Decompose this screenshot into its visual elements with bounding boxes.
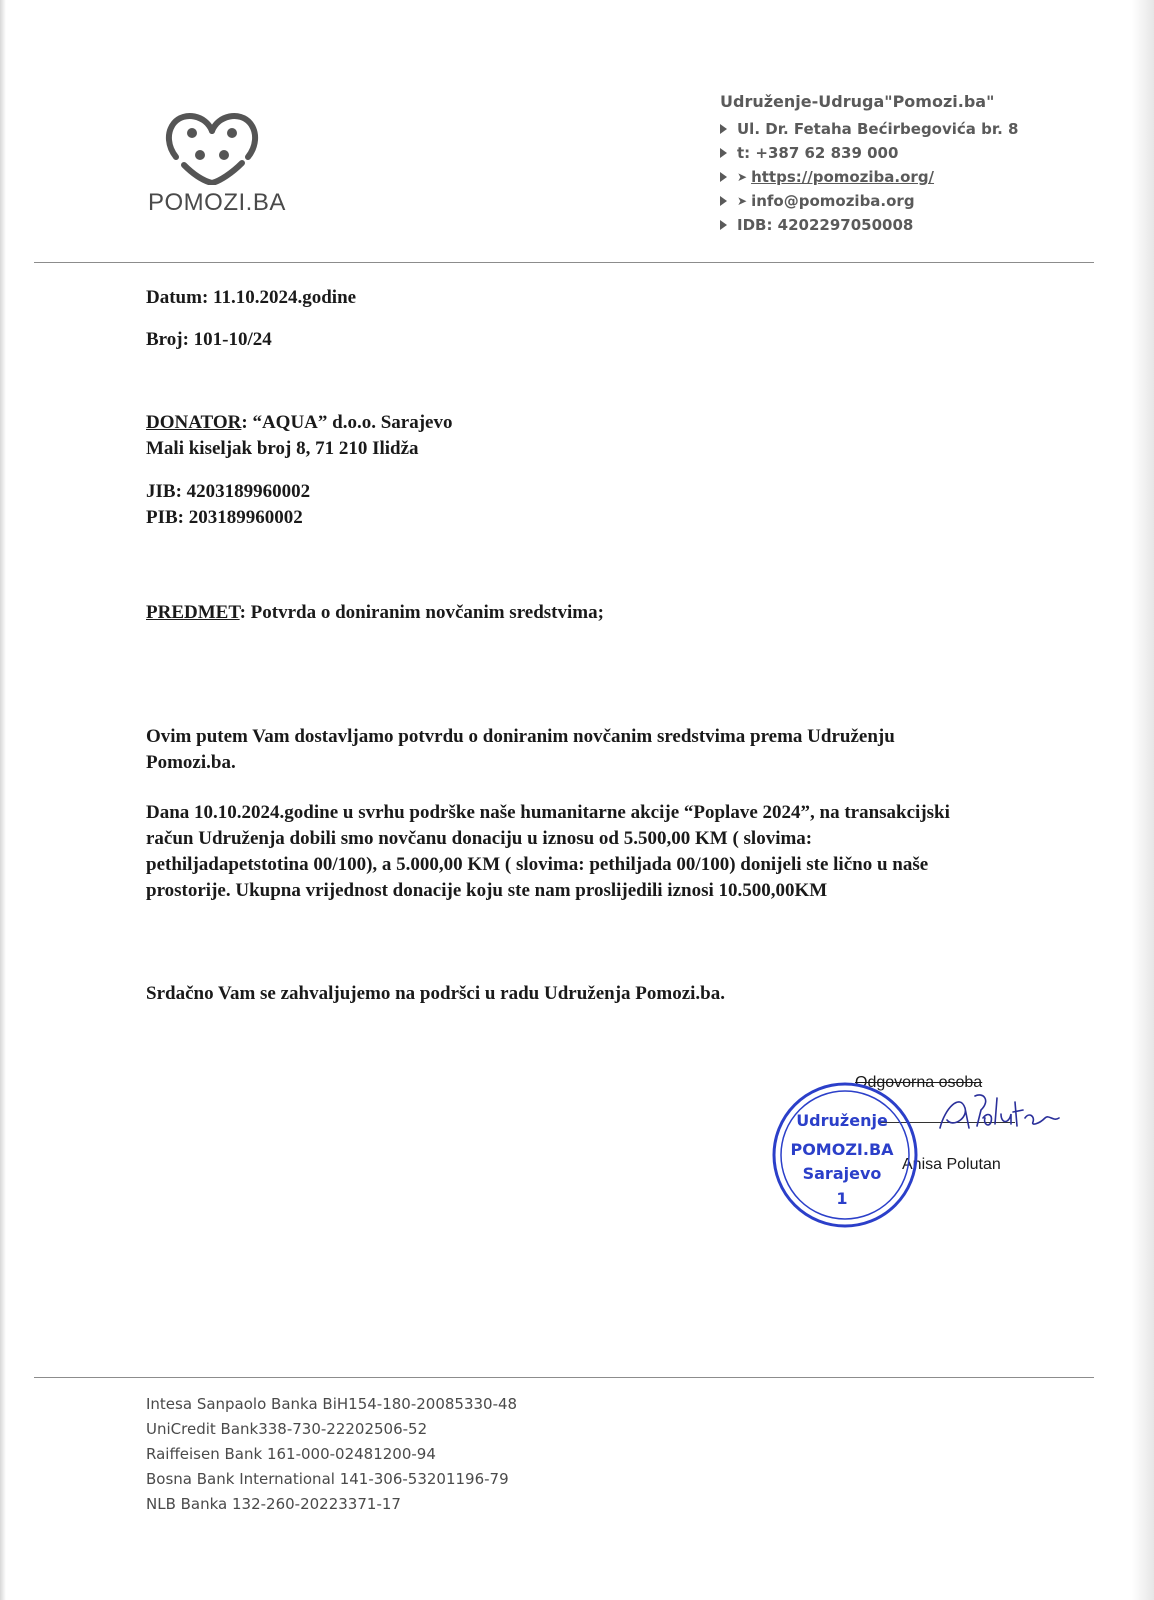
donor-name: : “AQUA” d.o.o. Sarajevo — [241, 412, 453, 433]
send-icon: ➤ — [737, 170, 748, 184]
stamp-text-line: POMOZI.BA — [790, 1140, 894, 1159]
bank-accounts-footer — [146, 1392, 517, 1517]
stamp-text-line: Udruženje — [796, 1111, 888, 1130]
bank-account-line: Bosna Bank International 141-306-53201196-79 — [146, 1470, 509, 1488]
organization-logo — [148, 105, 286, 217]
donor-address: Mali kiseljak broj 8, 71 210 Ilidža — [146, 438, 419, 459]
page-edge-shadow — [0, 0, 6, 1600]
bullet-triangle-icon — [720, 172, 727, 182]
bullet-triangle-icon — [720, 220, 727, 230]
stamp-text-line: Sarajevo — [802, 1164, 882, 1183]
idb-line — [720, 213, 1120, 237]
address-text: Ul. Dr. Fetaha Bećirbegovića br. 8 — [737, 120, 1019, 138]
donor-pib: PIB: 203189960002 — [146, 507, 303, 528]
heart-logo-icon — [162, 105, 262, 185]
header-divider — [34, 262, 1094, 263]
handwritten-signature — [935, 1088, 1065, 1138]
logo-text: POMOZI.BA — [148, 189, 286, 216]
paragraph-donation: Dana 10.10.2024.godine u svrhu podrške naše humanitarne akcije “Poplave 2024”, na transakcijski račun Udruženja dobili smo novčanu donaciju u iznosu od 5.500,00 KM ( slovima: pethiljadapetstotina 00/100), a 5.000,00 KM ( slovima: pethiljada 00/100) donijeli ste lično u naše prostorije. Ukupna vrijednost donacije koju ste nam proslijedili iznosi 10.500,00KM — [146, 802, 950, 901]
bank-account-line: NLB Banka 132-260-20223371-17 — [146, 1495, 401, 1513]
organization-name: Udruženje-Udruga"Pomozi.ba" — [720, 92, 995, 111]
donor-line — [146, 410, 452, 436]
subject-text: : Potvrda o doniranim novčanim sredstvima; — [239, 602, 604, 623]
email-link[interactable]: info@pomoziba.org — [751, 192, 915, 210]
email-line — [720, 189, 1120, 213]
donor-label: DONATOR — [146, 412, 242, 433]
bullet-triangle-icon — [720, 124, 727, 134]
organization-stamp — [770, 1080, 920, 1230]
letter-date: Datum: 11.10.2024.godine — [146, 287, 357, 308]
donor-jib: JIB: 4203189960002 — [146, 481, 311, 502]
website-link[interactable]: https://pomoziba.org/ — [751, 168, 935, 186]
footer-divider — [34, 1377, 1094, 1378]
bullet-triangle-icon — [720, 148, 727, 158]
subject-line — [146, 600, 604, 626]
signatory-name: Anisa Polutan — [902, 1156, 1001, 1173]
subject-label: PREDMET — [146, 602, 240, 623]
signature-role: Odgovorna osoba — [855, 1074, 983, 1091]
paragraph-intro: Ovim putem Vam dostavljamo potvrdu o doniranim novčanim sredstvima prema Udruženju Pomozi.ba. — [146, 726, 895, 773]
website-line — [720, 165, 1120, 189]
phone-text: t: +387 62 839 000 — [737, 144, 899, 162]
organization-contact-block — [720, 92, 1120, 237]
bullet-triangle-icon — [720, 196, 727, 206]
send-icon: ➤ — [737, 194, 748, 208]
address-line — [720, 117, 1120, 141]
closing-line: Srdačno Vam se zahvaljujemo na podršci u radu Udruženja Pomozi.ba. — [146, 983, 725, 1004]
bank-account-line: Raiffeisen Bank 161-000-02481200-94 — [146, 1445, 436, 1463]
bank-account-line: Intesa Sanpaolo Banka BiH154-180-20085330-48 — [146, 1395, 518, 1413]
letter-number: Broj: 101-10/24 — [146, 329, 272, 350]
bank-account-line: UniCredit Bank338-730-22202506-52 — [146, 1420, 428, 1438]
idb-text: IDB: 4202297050008 — [737, 216, 914, 234]
page-edge-shadow — [1132, 0, 1154, 1600]
stamp-text-line: 1 — [836, 1189, 848, 1208]
phone-line — [720, 141, 1120, 165]
